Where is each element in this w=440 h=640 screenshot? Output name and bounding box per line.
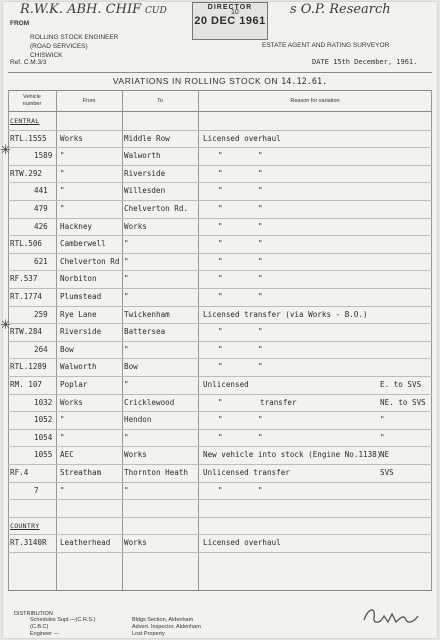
from-cell: " bbox=[60, 485, 65, 495]
from-cell: Poplar bbox=[60, 380, 88, 389]
reason-ditto-1: " bbox=[218, 168, 223, 178]
reason-ditto-2: " bbox=[258, 151, 263, 161]
vehicle-number: 7 bbox=[34, 485, 39, 495]
reason-ditto-2: " bbox=[258, 221, 263, 231]
reason-cell: New vehicle into stock (Engine No.1138) bbox=[203, 450, 382, 460]
reason-ditto-2: " bbox=[258, 204, 263, 213]
row-rule bbox=[8, 165, 432, 166]
from-cell: Riverside bbox=[60, 327, 102, 337]
row-rule bbox=[8, 534, 432, 535]
vehicle-number: RTW.292 bbox=[10, 168, 43, 178]
title-text: VARIATIONS IN ROLLING STOCK ON bbox=[112, 76, 279, 86]
distribution-right-2: Advert. Inspector, Aldenham bbox=[132, 624, 201, 630]
vehicle-number: 426 bbox=[34, 221, 48, 231]
reason-cell-mid: transfer bbox=[260, 397, 297, 407]
row-rule bbox=[8, 358, 432, 359]
from-cell: Hackney bbox=[60, 221, 93, 231]
vehicle-number: RTW.284 bbox=[10, 327, 43, 337]
reason-cell: Unlicensed bbox=[203, 380, 249, 389]
from-cell: Plumstead bbox=[60, 292, 102, 301]
reason-cell-right: E. to SVS bbox=[380, 380, 422, 389]
vehicle-number: 1055 bbox=[34, 450, 53, 460]
row-rule bbox=[8, 253, 432, 254]
vehicle-number: 621 bbox=[34, 256, 48, 266]
row-rule bbox=[8, 130, 432, 131]
reason-cell: Licensed overhaul bbox=[203, 133, 281, 143]
reason-ditto-1: " bbox=[218, 151, 223, 161]
reason-ditto-2: " bbox=[258, 485, 263, 495]
row-rule bbox=[8, 429, 432, 430]
from-cell: Streatham bbox=[60, 468, 102, 477]
from-cell: " bbox=[60, 432, 65, 442]
row-rule bbox=[8, 482, 432, 483]
reference: Ref. C.M.3/3 bbox=[10, 59, 47, 66]
from-cell: " bbox=[60, 186, 65, 196]
section-heading: COUNTRY bbox=[10, 521, 40, 530]
to-cell: " bbox=[124, 274, 129, 284]
reason-ditto-2: " bbox=[258, 239, 263, 249]
reason-ditto-1: " bbox=[218, 415, 223, 425]
to-cell: Works bbox=[124, 538, 147, 548]
to-cell: Works bbox=[124, 450, 147, 460]
to-cell: Cricklewood bbox=[124, 397, 175, 407]
column-header-vehicle-line1: Vehicle bbox=[23, 94, 41, 100]
vehicle-number: 479 bbox=[34, 204, 48, 213]
to-cell: " bbox=[124, 292, 129, 301]
reason-cell-right: " bbox=[380, 415, 385, 425]
row-rule bbox=[8, 288, 432, 289]
handwritten-note-left: R.W.K. ABH. CHIF bbox=[20, 2, 142, 17]
reason-ditto-1: " bbox=[218, 397, 223, 407]
reason-ditto-1: " bbox=[218, 292, 223, 301]
reason-cell-right: NE. to SVS bbox=[380, 397, 426, 407]
reason-cell: Unlicensed transfer bbox=[203, 468, 290, 477]
row-rule bbox=[8, 517, 432, 518]
section-heading: CENTRAL bbox=[10, 117, 40, 125]
reason-ditto-2: " bbox=[258, 274, 263, 284]
handwritten-note-right: s O.P. Research bbox=[290, 2, 391, 17]
reason-ditto-1: " bbox=[218, 432, 223, 442]
reason-ditto-2: " bbox=[258, 362, 263, 372]
distribution-left bbox=[30, 617, 95, 638]
from-cell: Works bbox=[60, 133, 83, 143]
to-cell: Willesden bbox=[124, 186, 166, 196]
vehicle-number: RM. 107 bbox=[10, 380, 43, 389]
column-header-from: From bbox=[82, 98, 96, 104]
to-cell: Riverside bbox=[124, 168, 166, 178]
reason-ditto-1: " bbox=[218, 274, 223, 284]
column-header-vehicle bbox=[10, 94, 54, 108]
reason-ditto-2: " bbox=[258, 344, 263, 354]
to-cell: Walworth bbox=[124, 151, 161, 161]
distribution-right-3: Lost Property bbox=[132, 631, 165, 637]
column-header-to: To bbox=[157, 98, 163, 104]
from-cell: " bbox=[60, 204, 65, 213]
page-title bbox=[0, 76, 440, 87]
to-cell: " bbox=[124, 432, 129, 442]
row-rule bbox=[8, 464, 432, 465]
reason-ditto-2: " bbox=[258, 168, 263, 178]
row-rule bbox=[8, 376, 432, 377]
reason-ditto-2: " bbox=[258, 415, 263, 425]
from-line-1: ROLLING STOCK ENGINEER bbox=[30, 34, 119, 41]
stamp-date: 20 DEC 1961 bbox=[194, 15, 266, 27]
reason-ditto-2: " bbox=[258, 327, 263, 337]
vehicle-number: RT.1774 bbox=[10, 292, 43, 301]
column-header-vehicle-line2: number bbox=[22, 101, 42, 107]
vehicle-number: 259 bbox=[34, 309, 48, 319]
to-cell: Thornton Heath bbox=[124, 468, 189, 477]
received-stamp bbox=[192, 2, 268, 40]
reason-cell-right: " bbox=[380, 432, 385, 442]
to-cell: Hendon bbox=[124, 415, 152, 425]
from-cell: " bbox=[60, 415, 65, 425]
reason-ditto-1: " bbox=[218, 485, 223, 495]
distribution-left-3: Engineer — bbox=[30, 631, 60, 637]
from-cell: Walworth bbox=[60, 362, 97, 372]
row-rule bbox=[8, 147, 432, 148]
to-cell: Twickenham bbox=[124, 309, 170, 319]
from-cell: Rye Lane bbox=[60, 309, 97, 319]
header-rule bbox=[8, 72, 432, 73]
table-head-rule bbox=[8, 111, 432, 112]
distribution-right-1: Bldgs Section, Aldenham bbox=[132, 617, 194, 623]
table-top-rule bbox=[8, 90, 432, 91]
vehicle-number: RTL.1555 bbox=[10, 133, 47, 143]
vehicle-number: RF.4 bbox=[10, 468, 29, 477]
to-cell: " bbox=[124, 380, 129, 389]
stamp-heading: DIRECTOR bbox=[207, 4, 253, 11]
to-cell: " bbox=[124, 256, 129, 266]
vehicle-number: 1052 bbox=[34, 415, 53, 425]
vehicle-number: RF.537 bbox=[10, 274, 38, 284]
vehicle-number: 264 bbox=[34, 344, 48, 354]
reason-ditto-2: " bbox=[258, 256, 263, 266]
from-line-2: (ROAD SERVICES) bbox=[30, 43, 88, 50]
row-rule bbox=[8, 499, 432, 500]
from-cell: Leatherhead bbox=[60, 538, 111, 548]
vehicle-number: 441 bbox=[34, 186, 48, 196]
reason-ditto-2: " bbox=[258, 432, 263, 442]
reason-cell-right: SVS bbox=[380, 468, 394, 477]
from-line-3: CHISWICK bbox=[30, 52, 63, 59]
margin-asterisk-1: ✳ bbox=[0, 143, 11, 158]
reason-ditto-1: " bbox=[218, 327, 223, 337]
reason-ditto-1: " bbox=[218, 186, 223, 196]
distribution-label: DISTRIBUTION bbox=[14, 611, 53, 617]
to-cell: Works bbox=[124, 221, 147, 231]
vehicle-number: 1054 bbox=[34, 432, 53, 442]
distribution-right bbox=[132, 617, 201, 638]
document-date: DATE 15th December, 1961. bbox=[312, 58, 418, 66]
distribution-left-1: Schedules Supt.—(C.R.S.) bbox=[30, 617, 96, 623]
reason-ditto-2: " bbox=[258, 292, 263, 301]
row-rule bbox=[8, 552, 432, 553]
from-cell: Bow bbox=[60, 344, 74, 354]
from-label: FROM bbox=[10, 20, 30, 27]
to-cell: Battersea bbox=[124, 327, 166, 337]
from-cell: Norbiton bbox=[60, 274, 97, 284]
vehicle-number: RT.3140R bbox=[10, 538, 47, 548]
row-rule bbox=[8, 235, 432, 236]
from-cell: Works bbox=[60, 397, 83, 407]
to-recipient: ESTATE AGENT AND RATING SURVEYOR bbox=[262, 42, 390, 49]
handwritten-note-cud: CUD bbox=[145, 6, 167, 16]
row-rule bbox=[8, 323, 432, 324]
to-cell: Bow bbox=[124, 362, 138, 372]
distribution-left-2: (C.B.C) bbox=[30, 624, 49, 630]
vehicle-number: RTL.506 bbox=[10, 239, 43, 249]
reason-ditto-1: " bbox=[218, 344, 223, 354]
stamp-number: 10 bbox=[231, 9, 239, 16]
reason-ditto-1: " bbox=[218, 204, 223, 213]
title-date: 14.12.61. bbox=[281, 77, 328, 87]
from-cell: " bbox=[60, 168, 65, 178]
reason-ditto-1: " bbox=[218, 221, 223, 231]
from-cell: AEC bbox=[60, 450, 74, 460]
row-rule bbox=[8, 446, 432, 447]
to-cell: " bbox=[124, 485, 129, 495]
vehicle-number: 1589 bbox=[34, 151, 53, 161]
to-cell: Chelverton Rd. bbox=[124, 204, 189, 213]
reason-ditto-1: " bbox=[218, 256, 223, 266]
row-rule bbox=[8, 270, 432, 271]
footer-rule bbox=[8, 590, 432, 591]
row-rule bbox=[8, 218, 432, 219]
reason-cell: Licensed transfer (via Works - B.O.) bbox=[203, 309, 368, 319]
row-rule bbox=[8, 394, 432, 395]
vehicle-number: RTL.1289 bbox=[10, 362, 47, 372]
vehicle-number: 1032 bbox=[34, 397, 53, 407]
reason-cell: Licensed overhaul bbox=[203, 538, 281, 548]
row-rule bbox=[8, 200, 432, 201]
row-rule bbox=[8, 411, 432, 412]
row-rule bbox=[8, 341, 432, 342]
margin-asterisk-2: ✳ bbox=[0, 318, 11, 333]
to-cell: " bbox=[124, 239, 129, 249]
reason-ditto-2: " bbox=[258, 186, 263, 196]
from-cell: Camberwell bbox=[60, 239, 106, 249]
from-cell: Chelverton Rd bbox=[60, 256, 120, 266]
reason-cell-right: NE bbox=[380, 450, 390, 460]
row-rule bbox=[8, 182, 432, 183]
column-header-reason: Reason for variation bbox=[290, 98, 340, 104]
reason-ditto-1: " bbox=[218, 362, 223, 372]
from-address bbox=[30, 33, 118, 60]
to-cell: Middle Row bbox=[124, 133, 170, 143]
from-cell: " bbox=[60, 151, 65, 161]
row-rule bbox=[8, 306, 432, 307]
to-cell: " bbox=[124, 344, 129, 354]
signature-image bbox=[360, 600, 420, 630]
reason-ditto-1: " bbox=[218, 239, 223, 249]
